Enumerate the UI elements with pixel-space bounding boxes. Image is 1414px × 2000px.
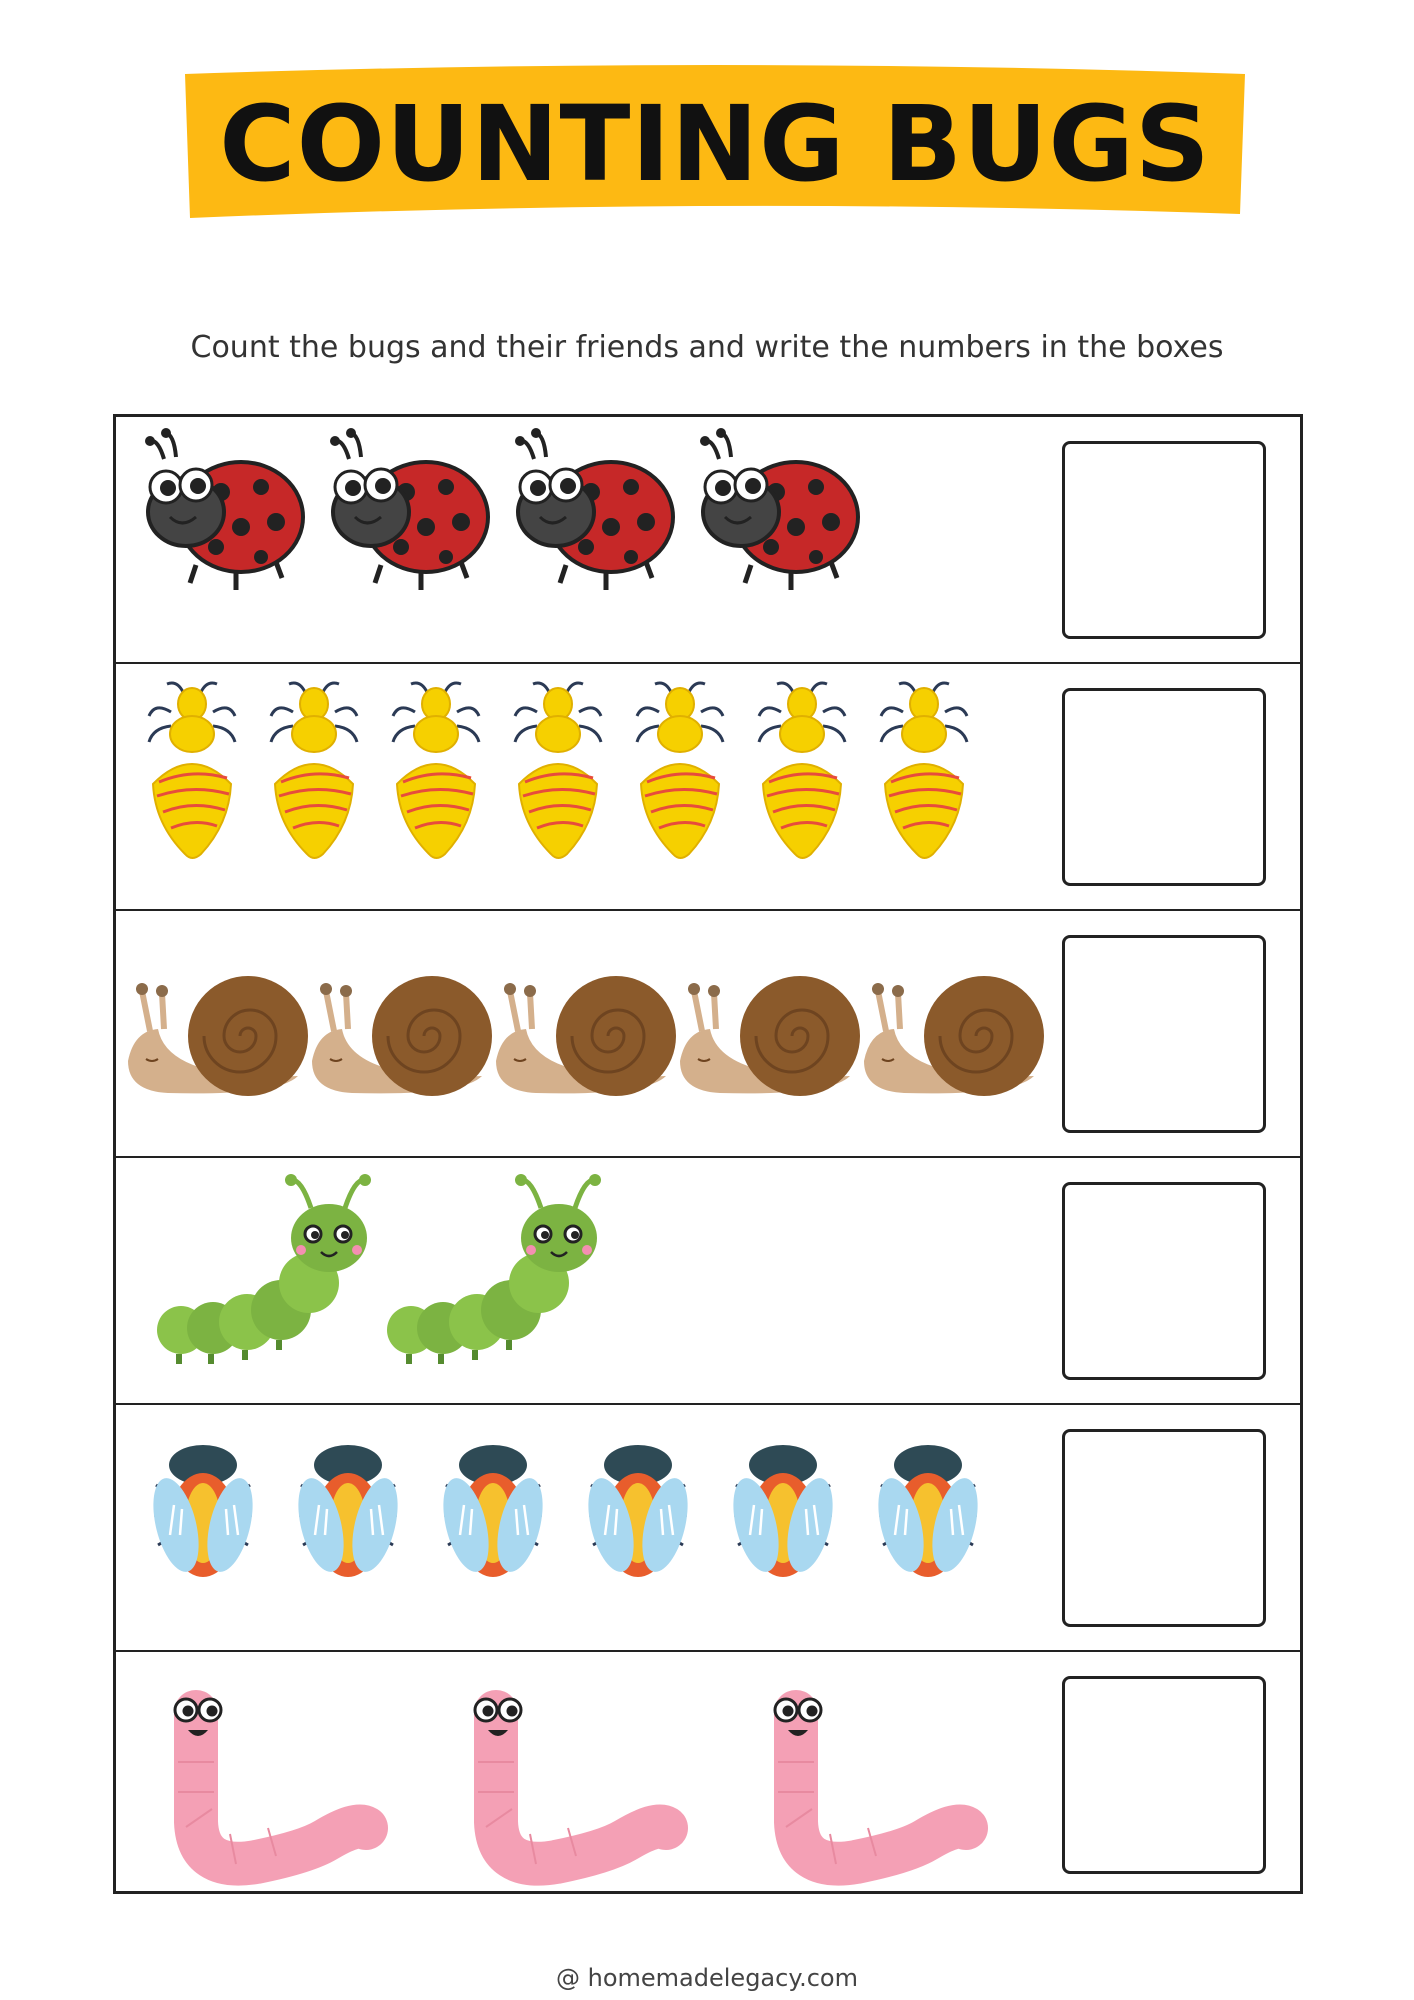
answer-box[interactable] [1062, 1182, 1266, 1380]
row-cocoon-bugs [116, 664, 1300, 911]
cocoon-bug-icon [881, 683, 967, 858]
snail-icon [496, 976, 676, 1096]
row-ladybugs [116, 417, 1300, 664]
ladybug-icon [145, 428, 303, 590]
worm-icon [775, 1699, 966, 1864]
cocoon-bug-icon [149, 683, 235, 858]
snail-icon [680, 976, 860, 1096]
counting-worksheet [113, 414, 1303, 1894]
page-title: COUNTING BUGS [219, 83, 1211, 205]
row-caterpillars [116, 1158, 1300, 1405]
instructions-text: Count the bugs and their friends and write the numbers in the boxes [190, 330, 1224, 365]
row-worms [116, 1652, 1300, 1899]
answer-box[interactable] [1062, 688, 1266, 886]
answer-box[interactable] [1062, 935, 1266, 1133]
fly-icon [290, 1445, 406, 1577]
worm-icon [475, 1699, 666, 1864]
fly-icon [870, 1445, 986, 1577]
caterpillar-icon [157, 1174, 371, 1364]
snail-icon [128, 976, 308, 1096]
ladybug-icon [700, 428, 858, 590]
cocoon-bug-icon [393, 683, 479, 858]
answer-box[interactable] [1062, 1429, 1266, 1627]
fly-icon [580, 1445, 696, 1577]
ladybug-icon [515, 428, 673, 590]
ladybug-icon [330, 428, 488, 590]
caterpillar-icon [387, 1174, 601, 1364]
footer-credit: @ homemadelegacy.com [556, 1964, 858, 1992]
cocoon-bug-icon [759, 683, 845, 858]
snail-icon [864, 976, 1044, 1096]
title-banner [185, 64, 1245, 224]
fly-icon [725, 1445, 841, 1577]
worm-icon [175, 1699, 366, 1864]
answer-box[interactable] [1062, 1676, 1266, 1874]
snail-icon [312, 976, 492, 1096]
cocoon-bug-icon [271, 683, 357, 858]
row-flies [116, 1405, 1300, 1652]
cocoon-bug-icon [637, 683, 723, 858]
answer-box[interactable] [1062, 441, 1266, 639]
row-snails [116, 911, 1300, 1158]
cocoon-bug-icon [515, 683, 601, 858]
fly-icon [435, 1445, 551, 1577]
fly-icon [145, 1445, 261, 1577]
